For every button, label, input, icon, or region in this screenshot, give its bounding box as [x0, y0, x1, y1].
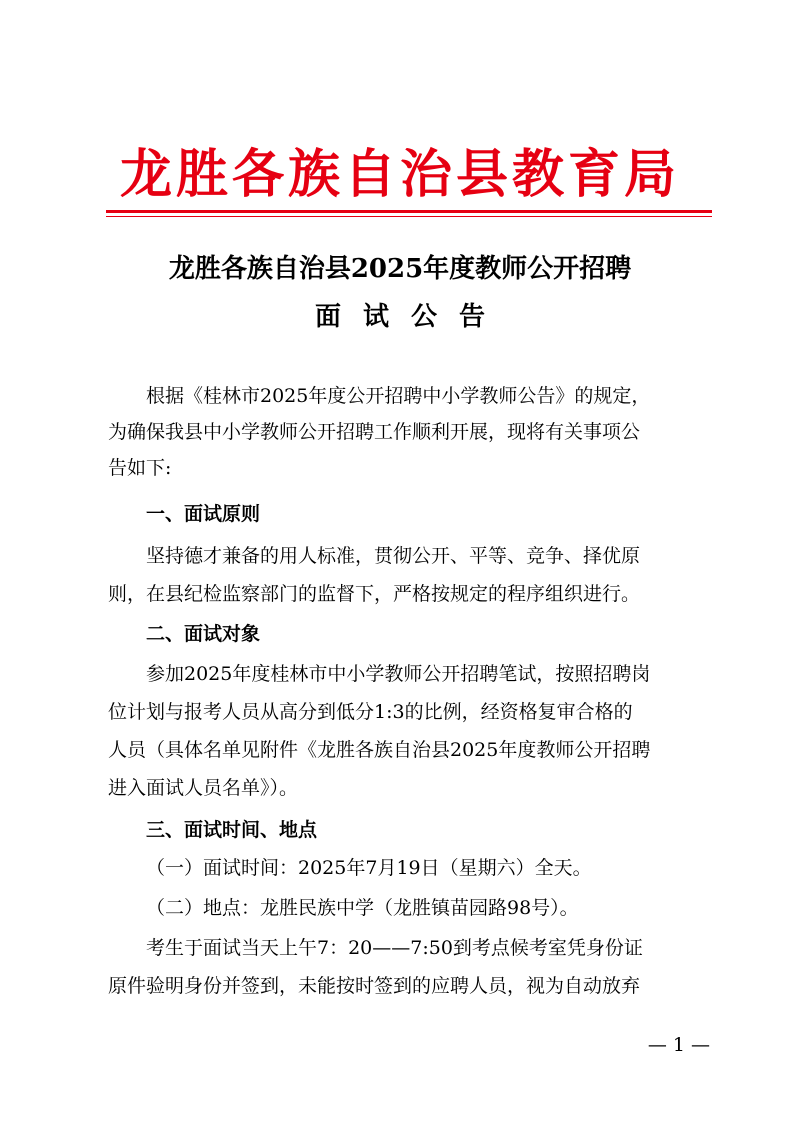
org-header: 龙胜各族自治县教育局 [119, 144, 680, 205]
section-3-item-1: （一）面试时间：2025年7月19日（星期六）全天。 [146, 857, 592, 879]
header-divider-thick [106, 210, 712, 213]
section-1-line-1: 坚持德才兼备的用人标准，贯彻公开、平等、竞争、择优原 [146, 545, 641, 567]
section-2-line-3: 人员（具体名单见附件《龙胜各族自治县2025年度教师公开招聘 [108, 739, 651, 761]
section-2-heading: 二、面试对象 [146, 623, 261, 645]
section-3-heading: 三、面试时间、地点 [146, 819, 318, 841]
section-2-line-4: 进入面试人员名单》）。 [108, 777, 299, 799]
document-subtitle: 面试公告 [314, 302, 507, 332]
intro-line-3: 告如下: [108, 457, 172, 479]
section-3-line-1: 考生于面试当天上午7：20——7:50到考点候考室凭身份证 [146, 937, 643, 959]
section-2-line-1: 参加2025年度桂林市中小学教师公开招聘笔试，按照招聘岗 [146, 663, 651, 685]
section-2-line-2: 位计划与报考人员从高分到低分1:3的比例，经资格复审合格的 [108, 701, 633, 723]
header-divider-thin [106, 216, 712, 217]
document-title: 龙胜各族自治县2025年度教师公开招聘 [168, 254, 632, 284]
section-1-line-2: 则，在县纪检监察部门的监督下，严格按规定的程序组织进行。 [108, 583, 641, 605]
section-3-line-2: 原件验明身份并签到，未能按时签到的应聘人员，视为自动放弃 [108, 975, 641, 997]
intro-line-2: 为确保我县中小学教师公开招聘工作顺利开展，现将有关事项公 [108, 421, 641, 443]
intro-line-1: 根据《桂林市2025年度公开招聘中小学教师公告》的规定， [146, 385, 651, 407]
page-number: — 1 — [647, 1034, 710, 1056]
section-1-heading: 一、面试原则 [146, 503, 261, 525]
section-3-item-2: （二）地点：龙胜民族中学（龙胜镇苗园路98号）。 [146, 897, 579, 919]
